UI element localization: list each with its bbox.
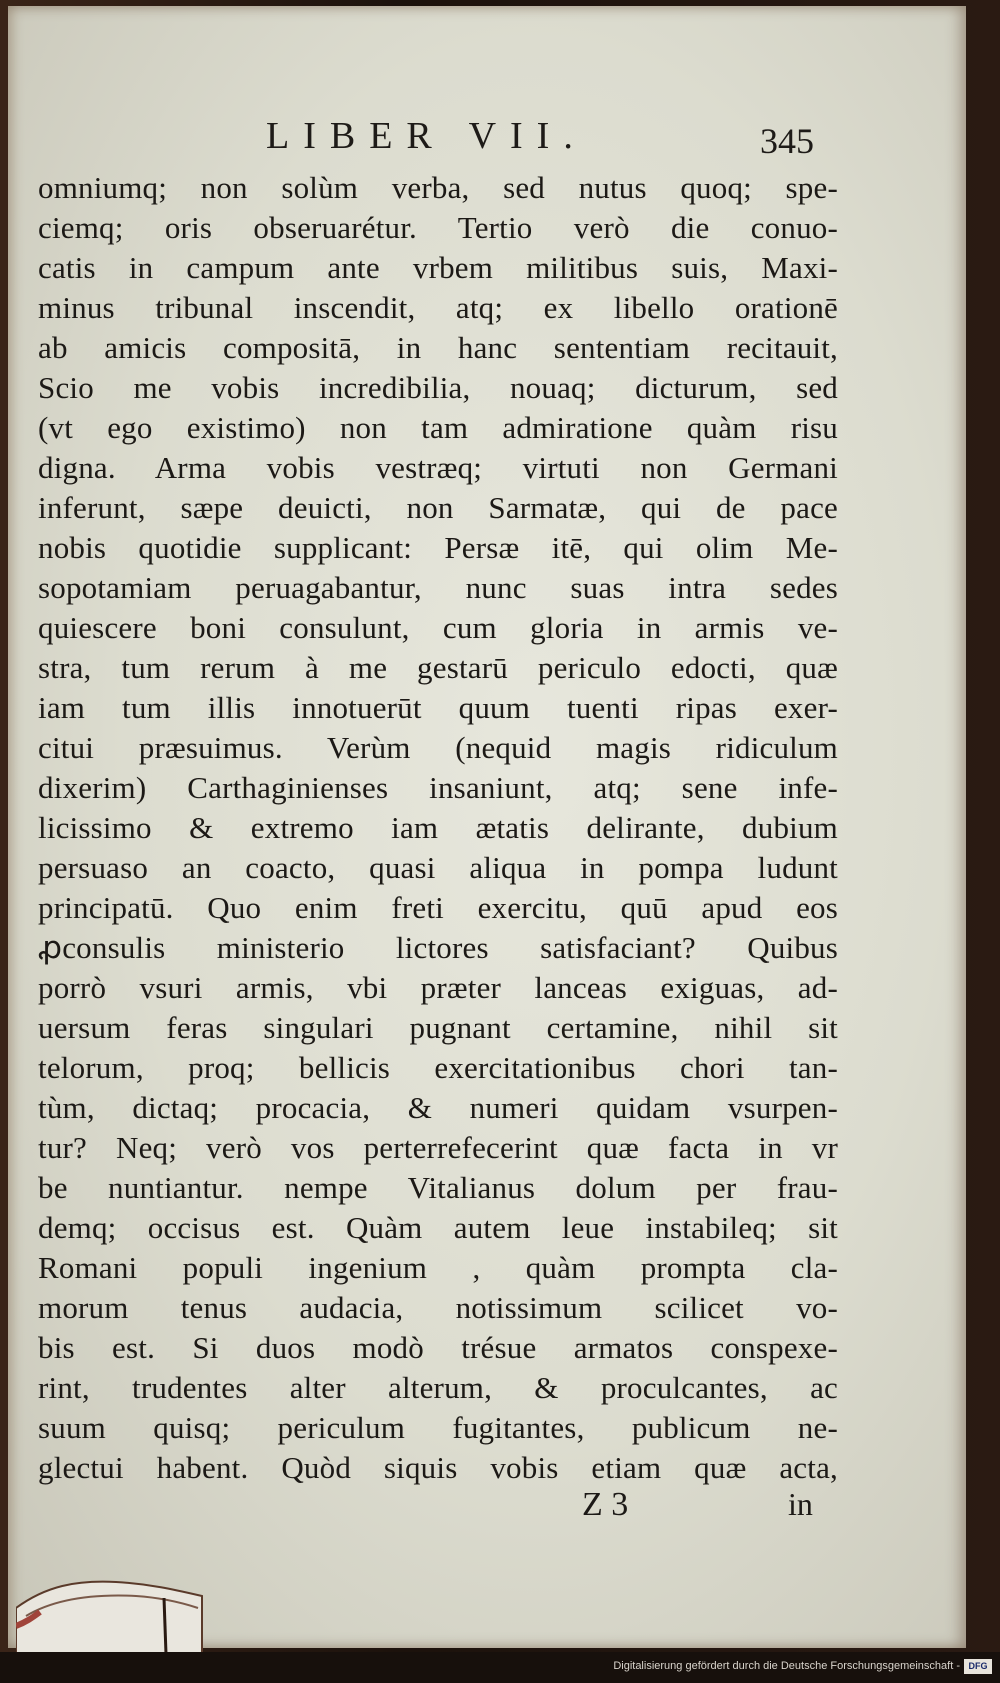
text-line: minus tribunal inscendit, atq; ex libello orationē [38,290,838,325]
text-line: porrò vsuri armis, vbi præter lanceas exiguas, ad- [38,970,838,1005]
text-line: catis in campum ante vrbem militibus suis, Maxi- [38,250,838,285]
page-number: 345 [760,121,814,161]
text-line: dixerim) Carthaginienses insaniunt, atq; sene infe- [38,770,838,805]
text-line: digna. Arma vobis vestræq; virtuti non Germani [38,450,838,485]
text-line: glectui habent. Quòd siquis vobis etiam quæ acta, [38,1450,838,1485]
text-line: ciemq; oris obseruarétur. Tertio verò die conuo- [38,210,838,245]
text-line: inferunt, sæpe deuicti, non Sarmatæ, qui de pace [38,490,838,525]
text-line: rint, trudentes alter alterum, & proculcantes, ac [38,1370,838,1405]
text-line: bis est. Si duos modò trésue armatos conspexe- [38,1330,838,1365]
digitization-note: Digitalisierung gefördert durch die Deutsche Forschungsgemeinschaft - [613,1660,960,1672]
body-text [38,168,838,1488]
text-line: uersum feras singulari pugnant certamine, nihil sit [38,1010,838,1045]
running-head-title: LIBER VII. [266,115,587,157]
text-line: nobis quotidie supplicant: Persæ itē, qui olim Me- [38,530,838,565]
text-line: telorum, proq; bellicis exercitationibus chori tan- [38,1050,838,1085]
text-line: Romani populi ingenium , quàm prompta cla- [38,1250,838,1285]
text-line: Scio me vobis incredibilia, nouaq; dicturum, sed [38,370,838,405]
text-line: ꝓconsulis ministerio lictores satisfaciant? Quibus [38,930,838,965]
text-line: licissimo & extremo iam ætatis delirante, dubium [38,810,838,845]
text-line: ab amicis compositā, in hanc sententiam recitauit, [38,330,838,365]
text-line: sopotamiam peruagabantur, nunc suas intra sedes [38,570,838,605]
text-line: iam tum illis innotuerūt quum tuenti ripas exer- [38,690,838,725]
signature-mark: Z 3 [582,1486,629,1523]
catchword: in [788,1486,813,1522]
text-line: stra, tum rerum à me gestarū periculo edocti, quæ [38,650,838,685]
text-line: principatū. Quo enim freti exercitu, quū apud eos [38,890,838,925]
text-line: tur? Neq; verò vos perterrefecerint quæ facta in vr [38,1130,838,1165]
text-line: omniumq; non solùm verba, sed nutus quoq; spe- [38,170,838,205]
text-line: demq; occisus est. Quàm autem leue instabileq; sit [38,1210,838,1245]
digitization-footer [0,1652,1000,1683]
text-line: suum quisq; periculum fugitantes, publicum ne- [38,1410,838,1445]
dfg-logo: DFG [964,1659,992,1674]
bookmark-ribbon [16,1546,206,1654]
text-line: (vt ego existimo) non tam admiratione quàm risu [38,410,838,445]
text-line: tùm, dictaq; procacia, & numeri quidam vsurpen- [38,1090,838,1125]
text-line: be nuntiantur. nempe Vitalianus dolum per frau- [38,1170,838,1205]
running-head [8,114,966,160]
text-line: persuaso an coacto, quasi aliqua in pompa ludunt [38,850,838,885]
book-page [8,6,966,1648]
text-line: quiescere boni consulunt, cum gloria in armis ve- [38,610,838,645]
text-line: morum tenus audacia, notissimum scilicet vo- [38,1290,838,1325]
text-line: citui præsuimus. Verùm (nequid magis ridiculum [38,730,838,765]
